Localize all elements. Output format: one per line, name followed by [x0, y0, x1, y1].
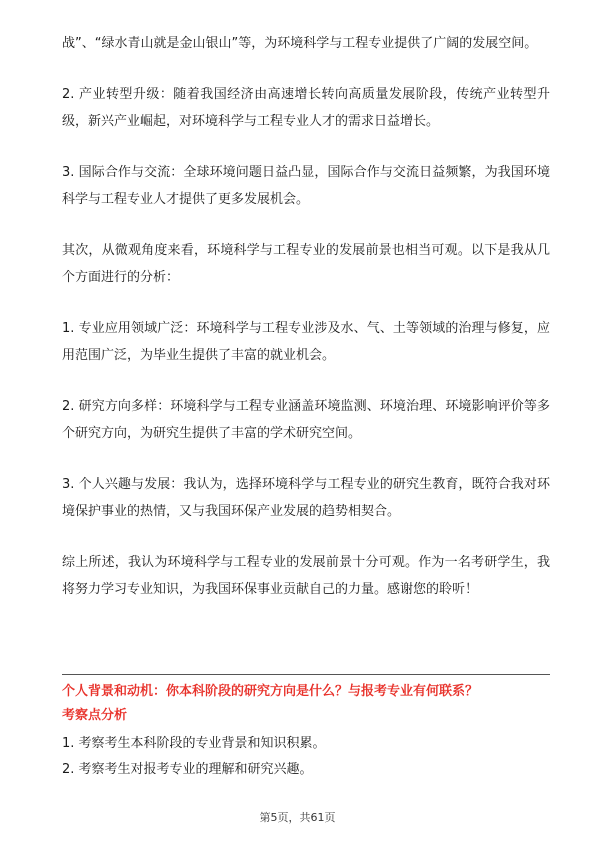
paragraph-micro-perspective: 其次，从微观角度来看，环境科学与工程专业的发展前景也相当可观。以下是我从几个方面进行的分析： [62, 243, 550, 285]
paragraph-international-cooperation: 3. 国际合作与交流：全球环境问题日益凸显，国际合作与交流日益频繁，为我国环境科学与工程专业人才提供了更多发展机会。 [62, 165, 550, 207]
question-heading: 个人背景和动机：你本科阶段的研究方向是什么？与报考专业有何联系？ [62, 684, 479, 699]
paragraph-continuation: 战”、“绿水青山就是金山银山”等，为环境科学与工程专业提供了广阔的发展空间。 [62, 36, 538, 51]
page-number: 第5页，共61页 [259, 811, 336, 824]
analysis-heading: 考察点分析 [62, 708, 128, 723]
body-text [62, 30, 550, 627]
paragraph-industry-upgrade: 2. 产业转型升级：随着我国经济由高速增长转向高质量发展阶段，传统产业转型升级，新兴产业崛起，对环境科学与工程专业人才的需求日益增长。 [62, 87, 550, 129]
paragraph-research-directions: 2. 研究方向多样：环境科学与工程专业涵盖环境监测、环境治理、环境影响评价等多个研究方向，为研究生提供了丰富的学术研究空间。 [62, 399, 550, 441]
section-divider [62, 674, 550, 675]
analysis-point: 1. 考察考生本科阶段的专业背景和知识积累。 [62, 736, 326, 751]
paragraph-application-fields: 1. 专业应用领域广泛：环境科学与工程专业涉及水、气、土等领域的治理与修复，应用范围广泛，为毕业生提供了丰富的就业机会。 [62, 321, 550, 363]
paragraph-conclusion: 综上所述，我认为环境科学与工程专业的发展前景十分可观。作为一名考研学生，我将努力学习专业知识，为我国环保事业贡献自己的力量。感谢您的聆听！ [62, 555, 550, 597]
interview-question-section [62, 681, 550, 783]
paragraph-personal-interest: 3. 个人兴趣与发展：我认为，选择环境科学与工程专业的研究生教育，既符合我对环境保护事业的热情，又与我国环保产业发展的趋势相契合。 [62, 477, 550, 519]
analysis-point: 2. 考察考生对报考专业的理解和研究兴趣。 [62, 762, 313, 777]
